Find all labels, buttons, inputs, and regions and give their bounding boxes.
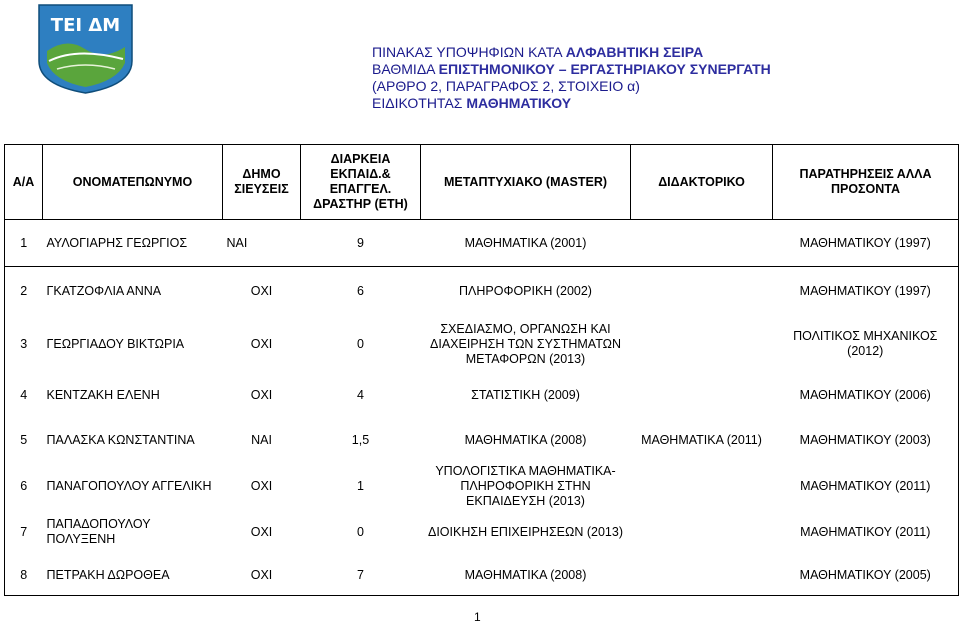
cell-aa: 7 bbox=[5, 509, 43, 555]
header-duration: ΔΙΑΡΚΕΙΑ ΕΚΠΑΙΔ.& ΕΠΑΓΓΕΛ. ΔΡΑΣΤΗΡ (ΕΤΗ) bbox=[301, 145, 421, 220]
cell-aa: 4 bbox=[5, 373, 43, 417]
table-row bbox=[5, 417, 959, 463]
cell-aa: 2 bbox=[5, 267, 43, 316]
heading-line4-bold: ΜΑΘΗΜΑΤΙΚΟΥ bbox=[466, 95, 572, 111]
cell-master: ΜΑΘΗΜΑΤΙΚΑ (2001) bbox=[464, 235, 587, 250]
cell-years: 1 bbox=[357, 478, 364, 493]
heading-line1-prefix: ΠΙΝΑΚΑΣ ΥΠΟΨΗΦΙΩΝ ΚΑΤΑ bbox=[372, 44, 566, 60]
table-row bbox=[5, 315, 959, 373]
table-row bbox=[5, 373, 959, 417]
cell-master: ΔΙΟΙΚΗΣΗ ΕΠΙΧΕΙΡΗΣΕΩΝ (2013) bbox=[427, 524, 623, 539]
cell-notes: ΠΟΛΙΤΙΚΟΣ ΜΗΧΑΝΙΚΟΣ (2012) bbox=[773, 315, 959, 373]
cell-phd bbox=[631, 555, 773, 596]
cell-public: ΟΧΙ bbox=[223, 555, 301, 596]
heading-line2-prefix: ΒΑΘΜΙΔΑ bbox=[372, 61, 439, 77]
cell-notes: ΜΑΘΗΜΑΤΙΚΟΥ (1997) bbox=[773, 220, 959, 267]
cell-master: ΠΛΗΡΟΦΟΡΙΚΗ (2002) bbox=[421, 267, 631, 316]
heading-line1-bold: ΑΛΦΑΒΗΤΙΚΗ ΣΕΙΡΑ bbox=[565, 44, 704, 60]
document-heading bbox=[372, 44, 771, 112]
cell-years: 1,5 bbox=[351, 432, 370, 447]
cell-master: ΜΑΘΗΜΑΤΙΚΑ (2008) bbox=[464, 432, 587, 447]
cell-years: 0 bbox=[357, 524, 364, 539]
cell-years: 4 bbox=[357, 387, 364, 402]
institution-logo bbox=[37, 3, 134, 95]
cell-notes: ΜΑΘΗΜΑΤΙΚΟΥ (2003) bbox=[773, 417, 959, 463]
cell-name: ΚΕΝΤΖΑΚΗ ΕΛΕΝΗ bbox=[46, 387, 160, 402]
cell-phd bbox=[631, 315, 773, 373]
cell-public: ΝΑΙ bbox=[251, 432, 272, 447]
header-name: ΟΝΟΜΑΤΕΠΩΝΥΜΟ bbox=[43, 145, 223, 220]
cell-phd bbox=[631, 509, 773, 555]
header-aa: Α/Α bbox=[5, 145, 43, 220]
table-row bbox=[5, 555, 959, 596]
table-header-row bbox=[5, 145, 959, 220]
cell-master: ΣΤΑΤΙΣΤΙΚΗ (2009) bbox=[471, 387, 580, 402]
heading-line2-bold: ΕΠΙΣΤΗΜΟΝΙΚΟΥ – ΕΡΓΑΣΤΗΡΙΑΚΟΥ ΣΥΝΕΡΓΑΤΗ bbox=[438, 61, 771, 77]
cell-public: ΝΑΙ bbox=[226, 235, 248, 250]
cell-name: ΓΕΩΡΓΙΑΔΟΥ ΒΙΚΤΩΡΙΑ bbox=[46, 336, 185, 351]
cell-aa: 8 bbox=[5, 555, 43, 596]
cell-aa: 6 bbox=[5, 463, 43, 509]
cell-phd bbox=[631, 373, 773, 417]
cell-public: ΟΧΙ bbox=[250, 387, 273, 402]
cell-phd: ΜΑΘΗΜΑΤΙΚΑ (2011) bbox=[641, 432, 762, 447]
heading-line3: (ΑΡΘΡΟ 2, ΠΑΡΑΓΡΑΦΟΣ 2, ΣΤΟΙΧΕΙΟ α) bbox=[372, 78, 640, 94]
cell-name: ΠΑΛΑΣΚΑ ΚΩΝΣΤΑΝΤΙΝΑ bbox=[46, 432, 195, 447]
cell-aa: 1 bbox=[5, 220, 43, 267]
cell-notes: ΜΑΘΗΜΑΤΙΚΟΥ (2011) bbox=[773, 463, 959, 509]
cell-phd bbox=[631, 463, 773, 509]
cell-name: ΓΚΑΤΖΟΦΛΙΑ ΑΝΝΑ bbox=[43, 267, 223, 316]
cell-notes: ΜΑΘΗΜΑΤΙΚΟΥ (2006) bbox=[773, 373, 959, 417]
page-number: 1 bbox=[474, 610, 481, 624]
table-row bbox=[5, 509, 959, 555]
logo-text: ΤΕΙ ΔΜ bbox=[50, 15, 121, 36]
cell-name: ΠΑΠΑΔΟΠΟΥΛΟΥ ΠΟΛΥΞΕΝΗ bbox=[46, 517, 151, 546]
cell-notes: ΜΑΘΗΜΑΤΙΚΟΥ (2011) bbox=[773, 509, 959, 555]
cell-years: 9 bbox=[357, 235, 364, 250]
cell-years: 0 bbox=[357, 336, 364, 351]
cell-aa: 3 bbox=[5, 315, 43, 373]
table-row bbox=[5, 463, 959, 509]
cell-master: ΥΠΟΛΟΓΙΣΤΙΚΑ ΜΑΘΗΜΑΤΙΚΑ-ΠΛΗΡΟΦΟΡΙΚΗ ΣΤΗΝ ΕΚΠΑΙΔΕΥΣΗ (2013) bbox=[435, 463, 616, 508]
table-row bbox=[5, 267, 959, 316]
cell-public: ΟΧΙ bbox=[223, 267, 301, 316]
cell-aa: 5 bbox=[5, 417, 43, 463]
cell-name: ΠΑΝΑΓΟΠΟΥΛΟΥ ΑΓΓΕΛΙΚΗ bbox=[46, 478, 212, 493]
cell-public: ΟΧΙ bbox=[250, 524, 273, 539]
cell-name: ΠΕΤΡΑΚΗ ΔΩΡΟΘΕΑ bbox=[43, 555, 223, 596]
header-phd: ΔΙΔΑΚΤΟΡΙΚΟ bbox=[631, 145, 773, 220]
header-public: ΔΗΜΟ ΣΙΕΥΣΕΙΣ bbox=[223, 145, 301, 220]
heading-line4-prefix: ΕΙΔΙΚΟΤΗΤΑΣ bbox=[372, 95, 467, 111]
cell-phd bbox=[631, 220, 773, 267]
cell-name: ΑΥΛΟΓΙΑΡΗΣ ΓΕΩΡΓΙΟΣ bbox=[46, 235, 188, 250]
candidates-table bbox=[4, 144, 959, 596]
cell-master: ΜΑΘΗΜΑΤΙΚΑ (2008) bbox=[421, 555, 631, 596]
cell-public: ΟΧΙ bbox=[250, 336, 273, 351]
header-master: ΜΕΤΑΠΤΥΧΙΑΚΟ (MASTER) bbox=[421, 145, 631, 220]
header-notes: ΠΑΡΑΤΗΡΗΣΕΙΣ ΑΛΛΑ ΠΡΟΣΟΝΤΑ bbox=[773, 145, 959, 220]
cell-years: 6 bbox=[301, 267, 421, 316]
cell-notes: ΜΑΘΗΜΑΤΙΚΟΥ (2005) bbox=[773, 555, 959, 596]
cell-master: ΣΧΕΔΙΑΣΜΟ, ΟΡΓΑΝΩΣΗ ΚΑΙ ΔΙΑΧΕΙΡΗΣΗ ΤΩΝ ΣΥΣΤΗΜΑΤΩΝ ΜΕΤΑΦΟΡΩΝ (2013) bbox=[430, 321, 621, 366]
table-row bbox=[5, 220, 959, 267]
cell-public: ΟΧΙ bbox=[250, 478, 273, 493]
cell-notes: ΜΑΘΗΜΑΤΙΚΟΥ (1997) bbox=[773, 267, 959, 316]
cell-phd bbox=[631, 267, 773, 316]
cell-years: 7 bbox=[301, 555, 421, 596]
